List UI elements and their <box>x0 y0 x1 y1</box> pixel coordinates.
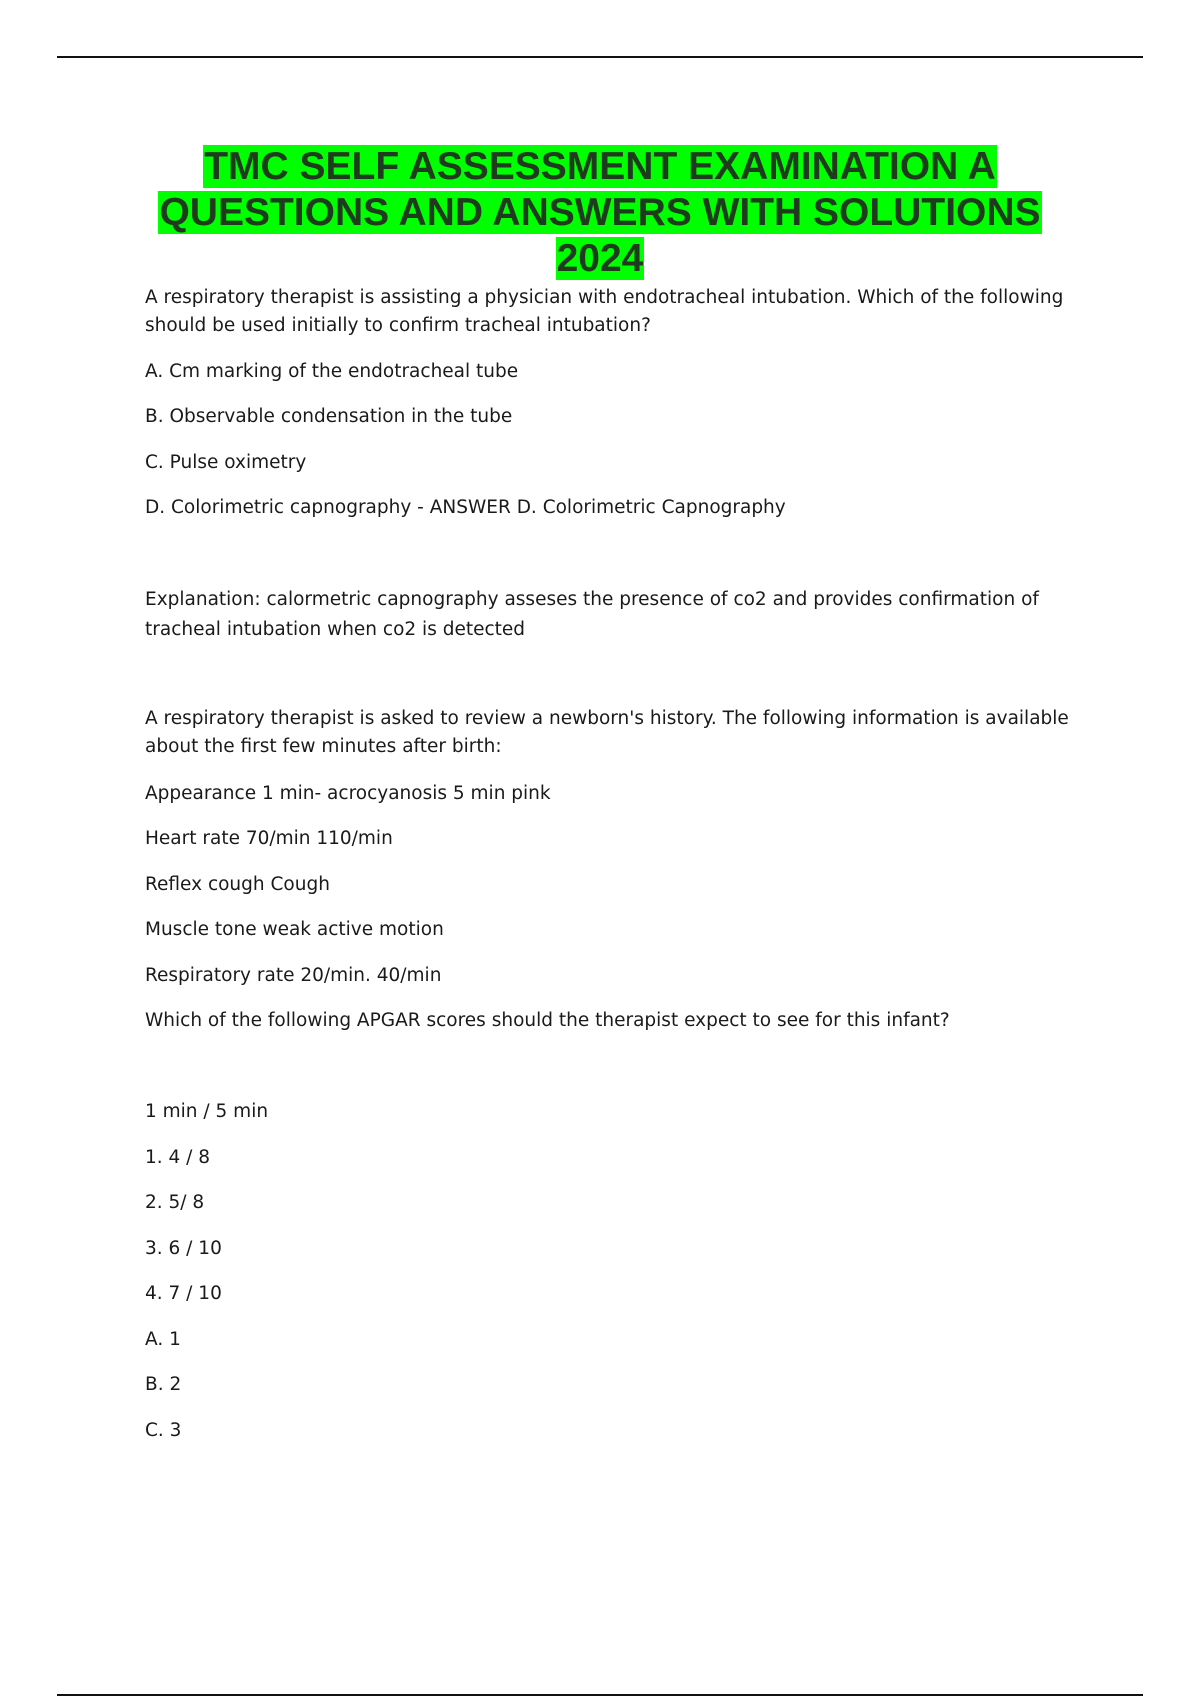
question-2-data-respiratory-rate: Respiratory rate 20/min. 40/min <box>145 965 442 986</box>
footer-rule <box>57 1694 1143 1696</box>
question-2-score-3: 3. 6 / 10 <box>145 1238 222 1259</box>
question-1-option-a: A. Cm marking of the endotracheal tube <box>145 361 519 382</box>
question-2-option-c: C. 3 <box>145 1420 182 1441</box>
header-rule <box>57 56 1143 58</box>
question-2-stem: A respiratory therapist is asked to review a newborn's history. The following information is available about the first few minutes after birth: <box>145 708 1069 757</box>
title-line-3: 2024 <box>556 237 644 280</box>
title-line-1: TMC SELF ASSESSMENT EXAMINATION A <box>204 145 996 188</box>
question-1-stem: A respiratory therapist is assisting a physician with endotracheal intubation. Which of the following should be used initially to confirm tracheal intubation? <box>145 287 1064 336</box>
question-2-option-a: A. 1 <box>145 1329 181 1350</box>
question-2-data-heart-rate: Heart rate 70/min 110/min <box>145 828 393 849</box>
question-1-explanation: Explanation: calormetric capnography asseses the presence of co2 and provides confirmation of tracheal intubation when co2 is detected <box>145 589 1039 640</box>
question-2-data-reflex: Reflex cough Cough <box>145 874 330 895</box>
question-2-prompt: Which of the following APGAR scores should the therapist expect to see for this infant? <box>145 1010 950 1031</box>
question-2-score-4: 4. 7 / 10 <box>145 1283 222 1304</box>
question-2-option-b: B. 2 <box>145 1374 182 1395</box>
document-title <box>100 144 1100 282</box>
question-2-score-2: 2. 5/ 8 <box>145 1192 205 1213</box>
question-1-option-c: C. Pulse oximetry <box>145 452 307 473</box>
question-2-score-header: 1 min / 5 min <box>145 1101 269 1122</box>
title-line-2: QUESTIONS AND ANSWERS WITH SOLUTIONS <box>159 191 1041 234</box>
question-2-data-appearance: Appearance 1 min- acrocyanosis 5 min pink <box>145 783 551 804</box>
question-1-option-b: B. Observable condensation in the tube <box>145 406 513 427</box>
question-2-score-1: 1. 4 / 8 <box>145 1147 211 1168</box>
question-1-option-d-answer: D. Colorimetric capnography - ANSWER D. Colorimetric Capnography <box>145 497 786 518</box>
question-2-data-muscle-tone: Muscle tone weak active motion <box>145 919 444 940</box>
